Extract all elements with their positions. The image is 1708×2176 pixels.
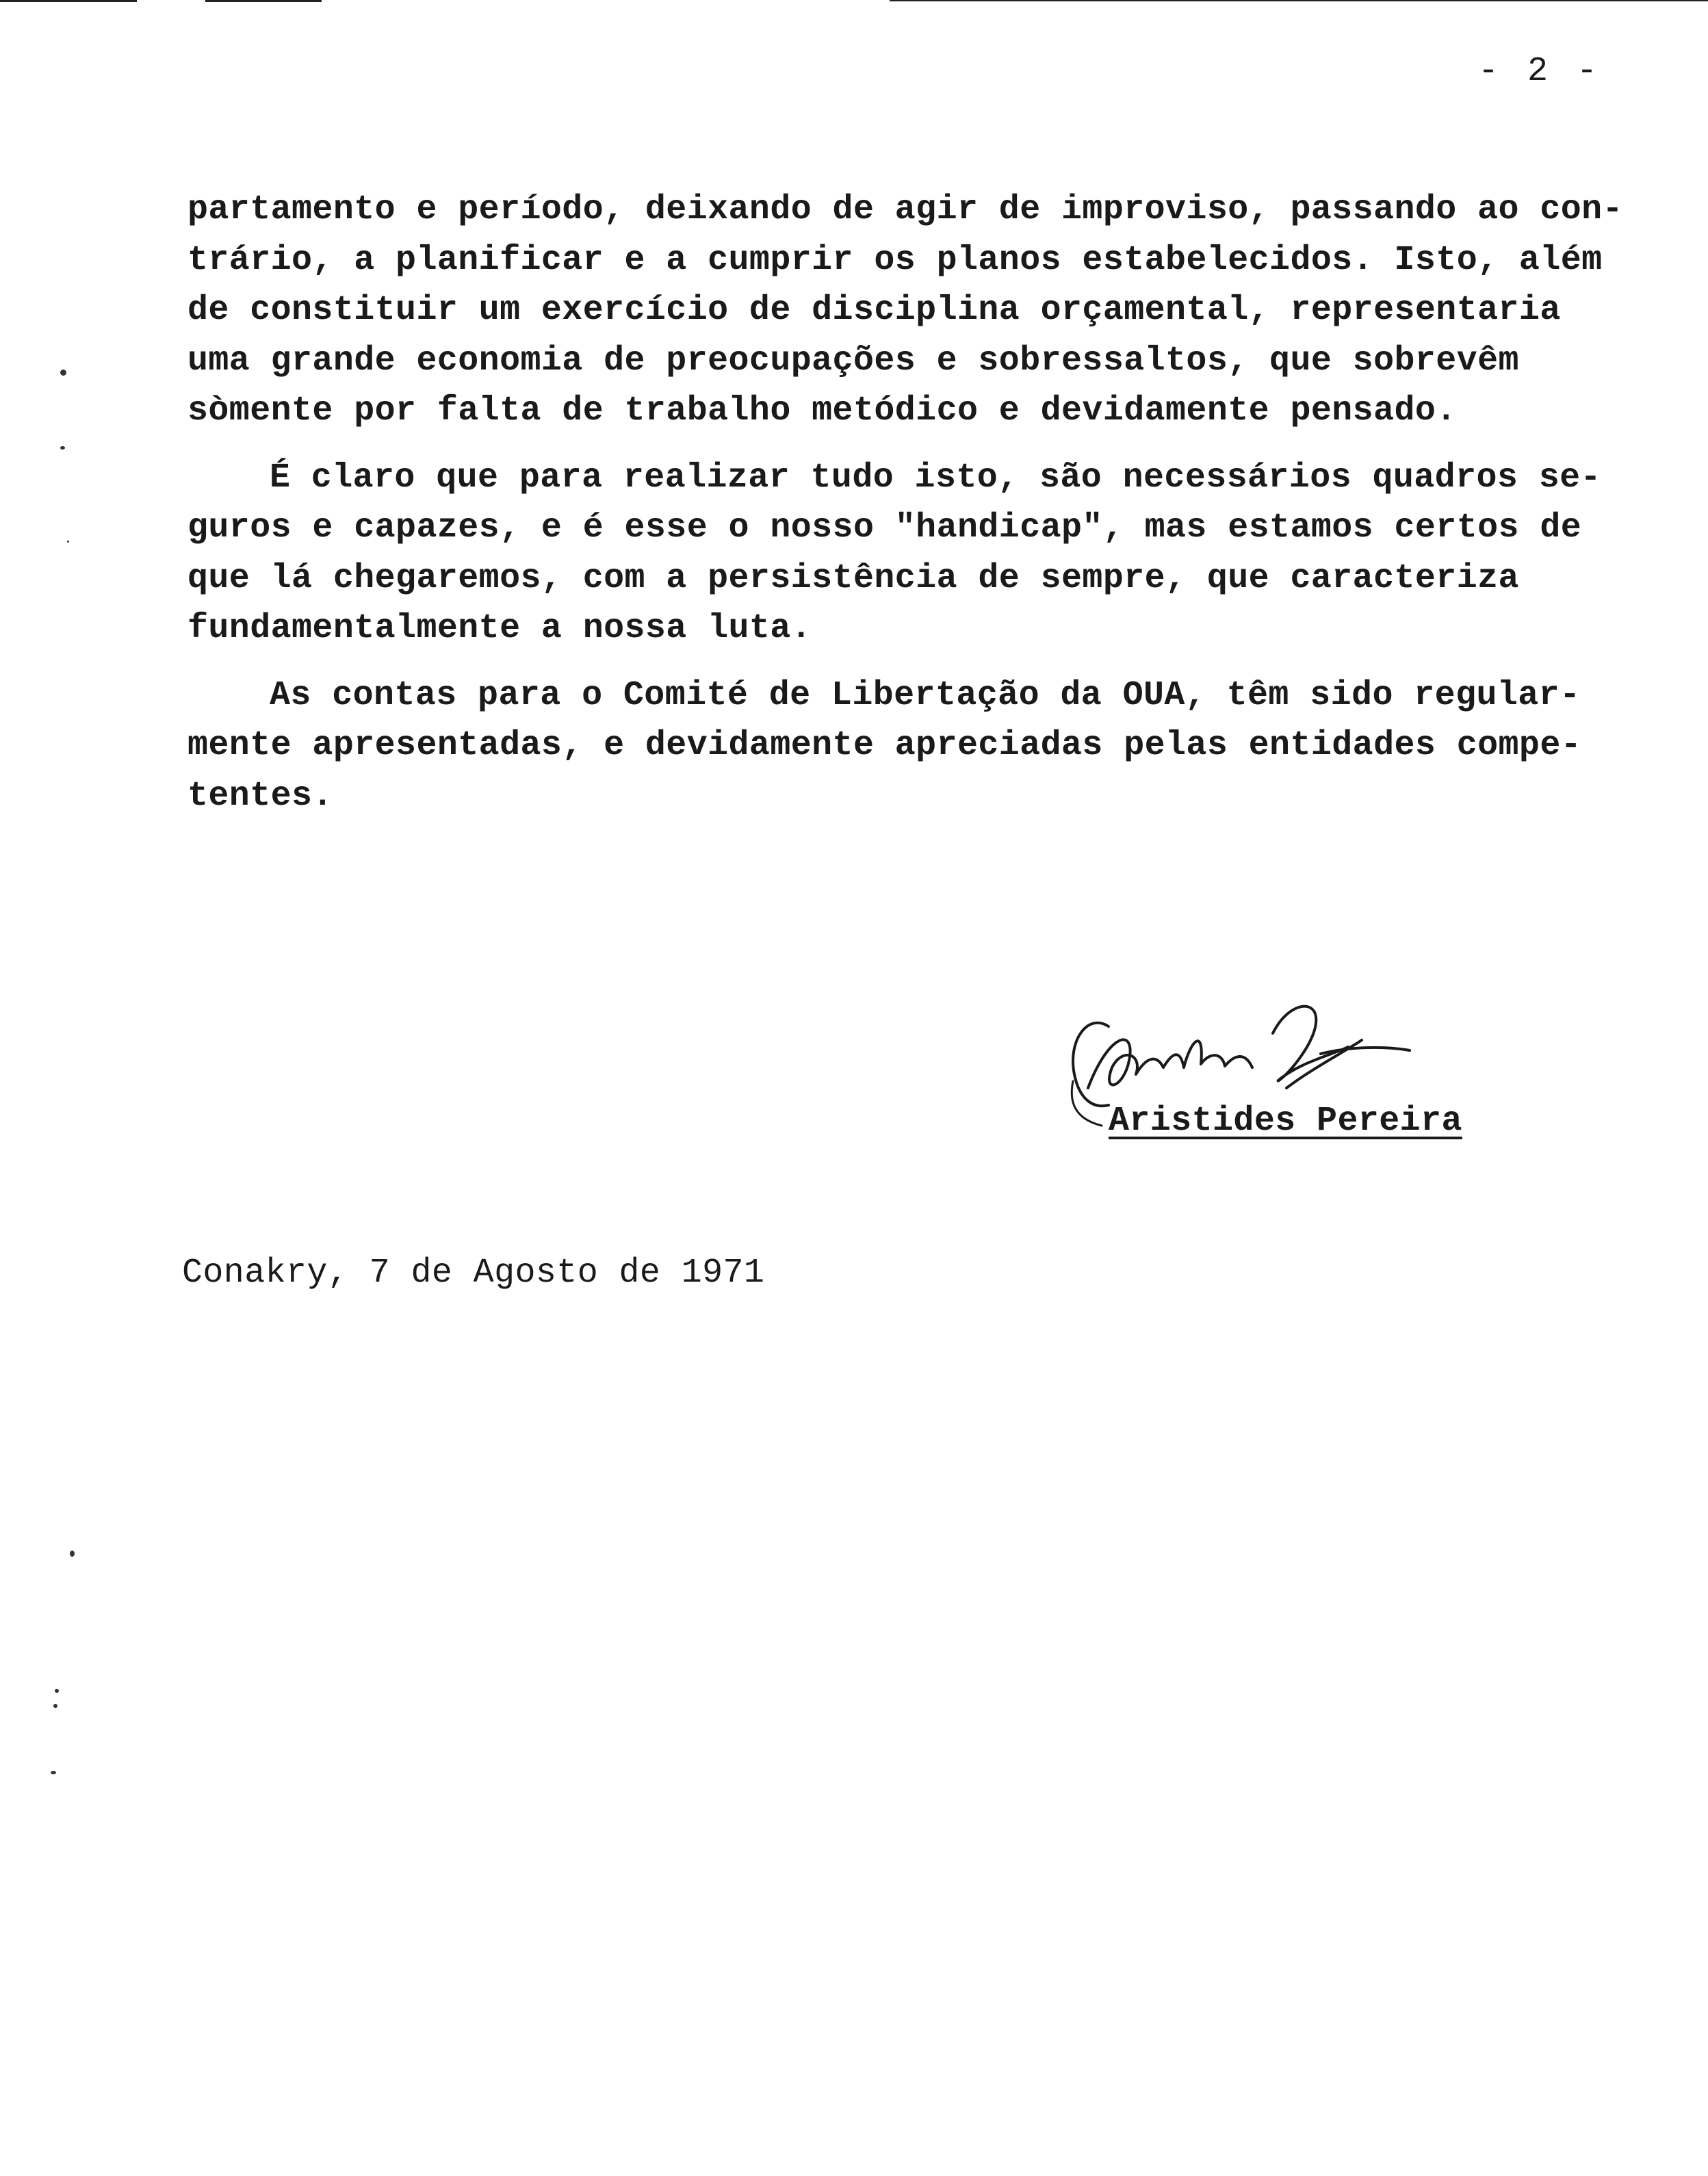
scan-speck [70,1551,75,1557]
page-number: - 2 - [1478,52,1602,91]
text-line: mente apresentadas, e devidamente apreciadas pelas entidades compe- [187,726,1582,765]
place-and-date: Conakry, 7 de Agosto de 1971 [182,1254,765,1293]
text-line: trário, a planificar e a cumprir os planos estabelecidos. Isto, além [187,240,1603,280]
text-line: tentes. [187,776,333,816]
scan-edge-line [890,0,1708,1]
letter-body [187,185,1645,838]
text-line: uma grande economia de preocupações e sobressaltos, que sobrevêm [187,341,1519,380]
scan-speck [60,446,65,450]
text-line: sòmente por falta de trabalho metódico e devidamente pensado. [187,391,1457,430]
text-line: guros e capazes, e é esse o nosso "handicap", mas estamos certos de [187,508,1582,547]
signer-name: Aristides Pereira [1109,1102,1462,1141]
scan-edge-line [205,0,322,2]
paragraph-1 [187,185,1645,437]
text-line: que lá chegaremos, com a persistência de sempre, que caracteriza [187,558,1519,598]
text-line: partamento e período, deixando de agir de improviso, passando ao con- [187,190,1623,229]
scan-speck [60,370,66,376]
signature-block [1061,985,1540,1163]
text-line: As contas para o Comité de Libertação da OUA, têm sido regular- [270,675,1581,715]
paragraph-3 [187,671,1645,822]
scan-edge-line [0,0,137,2]
scan-speck [51,1771,56,1774]
scan-speck [55,1689,59,1693]
scan-speck [53,1704,57,1708]
text-line: É claro que para realizar tudo isto, são necessários quadros se- [270,458,1601,497]
text-line: fundamentalmente a nossa luta. [187,609,812,648]
text-line: de constituir um exercício de disciplina orçamental, representaria [187,291,1561,330]
paragraph-2 [187,453,1645,654]
scan-speck [67,541,69,543]
